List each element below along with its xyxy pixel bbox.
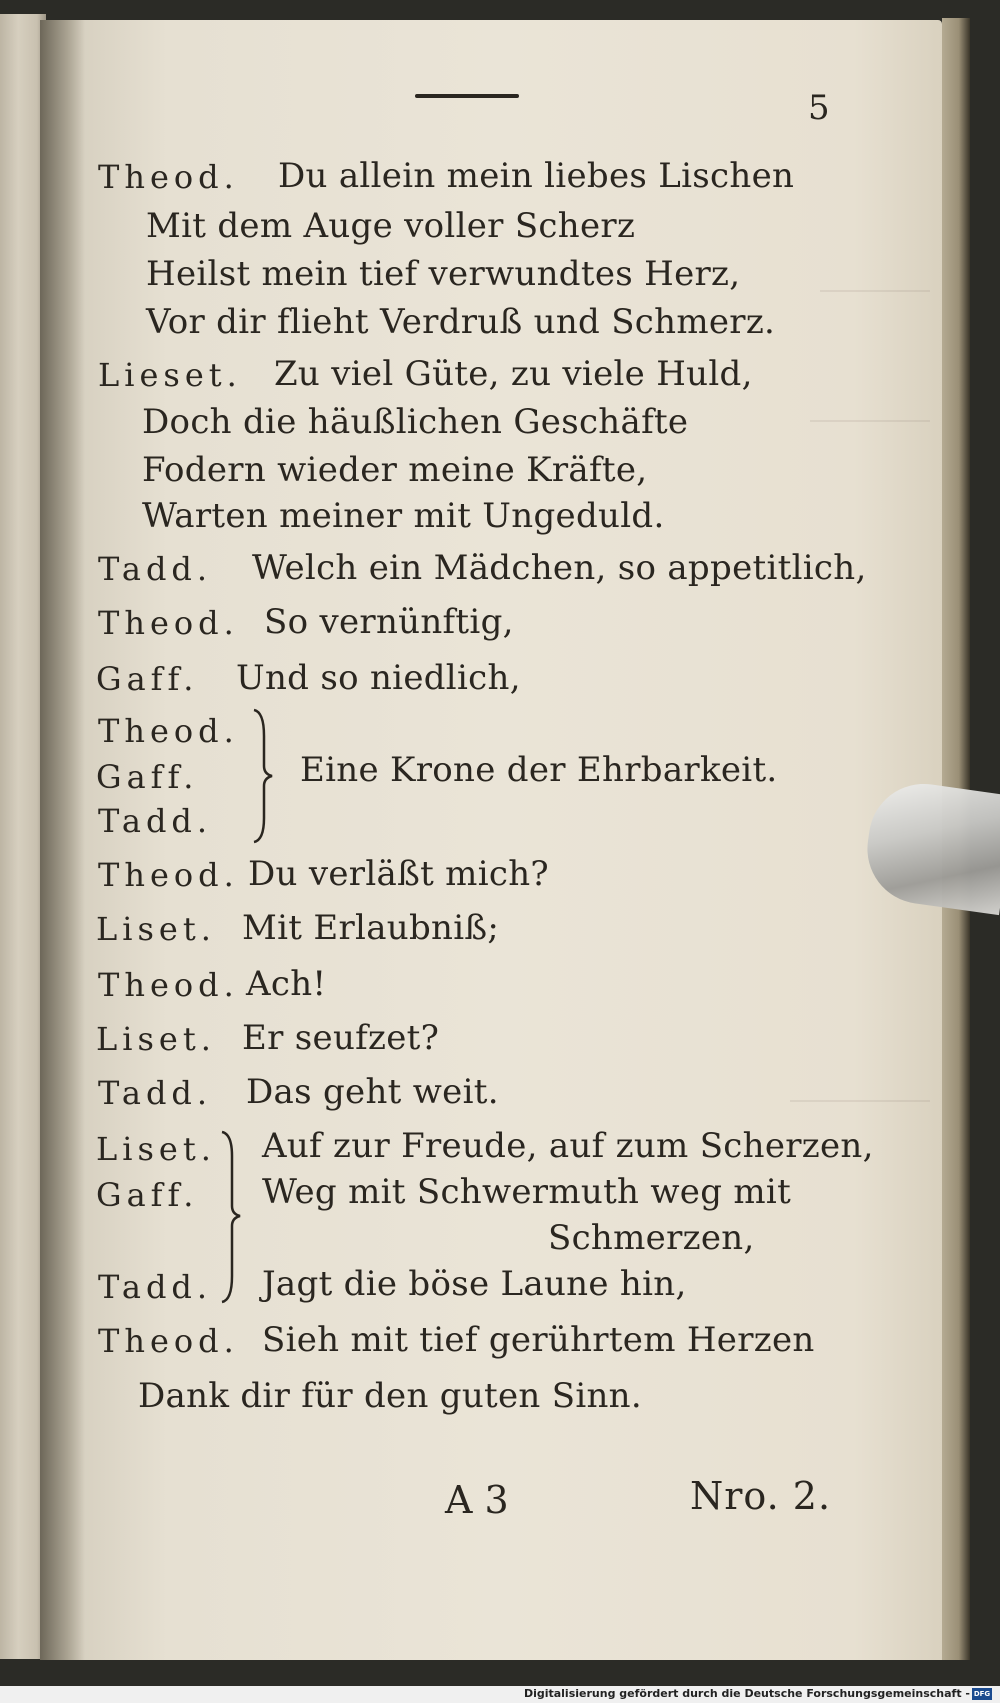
speaker-label: Theod. xyxy=(98,856,239,894)
verse-line: Zu viel Güte, zu viele Huld, xyxy=(274,354,753,394)
speaker-label: Theod. xyxy=(98,712,239,750)
speaker-label: Liset. xyxy=(96,1020,216,1058)
verse-line: Und so niedlich, xyxy=(236,658,521,698)
verse-line: Doch die häußlichen Geschäfte xyxy=(142,402,689,442)
verse-line: Dank dir für den guten Sinn. xyxy=(138,1376,642,1416)
verse-line: Ach! xyxy=(246,964,327,1004)
speaker-label: Gaff. xyxy=(96,758,199,796)
bleed-through-line xyxy=(820,290,930,292)
dfg-logo-icon: DFG xyxy=(973,1690,991,1698)
speaker-label: Tadd. xyxy=(98,1268,213,1306)
verse-line: Schmerzen, xyxy=(548,1218,755,1258)
speaker-label: Tadd. xyxy=(98,550,213,588)
verse-line: Fodern wieder meine Kräfte, xyxy=(142,450,648,490)
catchword: Nro. 2. xyxy=(690,1474,832,1518)
verse-line: Sieh mit tief gerührtem Herzen xyxy=(262,1320,815,1360)
verse-line: Mit dem Auge voller Scherz xyxy=(146,206,636,246)
digitization-note: Digitalisierung gefördert durch die Deutsche Forschungsgemeinschaft - xyxy=(523,1687,970,1700)
verse-line: Warten meiner mit Ungeduld. xyxy=(142,496,665,536)
speaker-label: Tadd. xyxy=(98,802,213,840)
gutter-shadow xyxy=(40,20,85,1660)
speaker-label: Theod. xyxy=(98,604,239,642)
verse-line: Du allein mein liebes Lischen xyxy=(278,156,795,196)
verse-line: So vernünftig, xyxy=(264,602,514,642)
speaker-label: Liset. xyxy=(96,1130,216,1168)
page-number: 5 xyxy=(808,88,830,128)
speaker-label: Gaff. xyxy=(96,1176,199,1214)
verse-line: Mit Erlaubniß; xyxy=(242,908,500,948)
speaker-label: Liset. xyxy=(96,910,216,948)
signature-mark: A 3 xyxy=(445,1478,509,1522)
verse-line: Das geht weit. xyxy=(246,1072,499,1112)
speaker-label: Gaff. xyxy=(96,660,199,698)
speaker-label: Theod. xyxy=(98,1322,239,1360)
speaker-label: Theod. xyxy=(98,158,239,196)
speaker-label: Theod. xyxy=(98,966,239,1004)
verse-line: Du verläßt mich? xyxy=(248,854,549,894)
speaker-label: Tadd. xyxy=(98,1074,213,1112)
brace-right-icon xyxy=(218,1126,248,1306)
verse-line: Er seufzet? xyxy=(242,1018,440,1058)
speaker-label: Lieset. xyxy=(98,356,242,394)
verse-line: Heilst mein tief verwundtes Herz, xyxy=(146,254,741,294)
verse-line: Eine Krone der Ehrbarkeit. xyxy=(300,750,778,790)
bleed-through-line xyxy=(810,420,930,422)
header-rule xyxy=(415,94,519,98)
verse-line: Vor dir flieht Verdruß und Schmerz. xyxy=(146,302,776,342)
verse-line: Jagt die böse Laune hin, xyxy=(262,1264,687,1304)
verse-line: Auf zur Freude, auf zum Scherzen, xyxy=(262,1126,874,1166)
verse-line: Weg mit Schwermuth weg mit xyxy=(262,1172,792,1212)
brace-right-icon xyxy=(250,706,280,846)
verse-line: Welch ein Mädchen, so appetitlich, xyxy=(252,548,867,588)
bleed-through-line xyxy=(790,1100,930,1102)
